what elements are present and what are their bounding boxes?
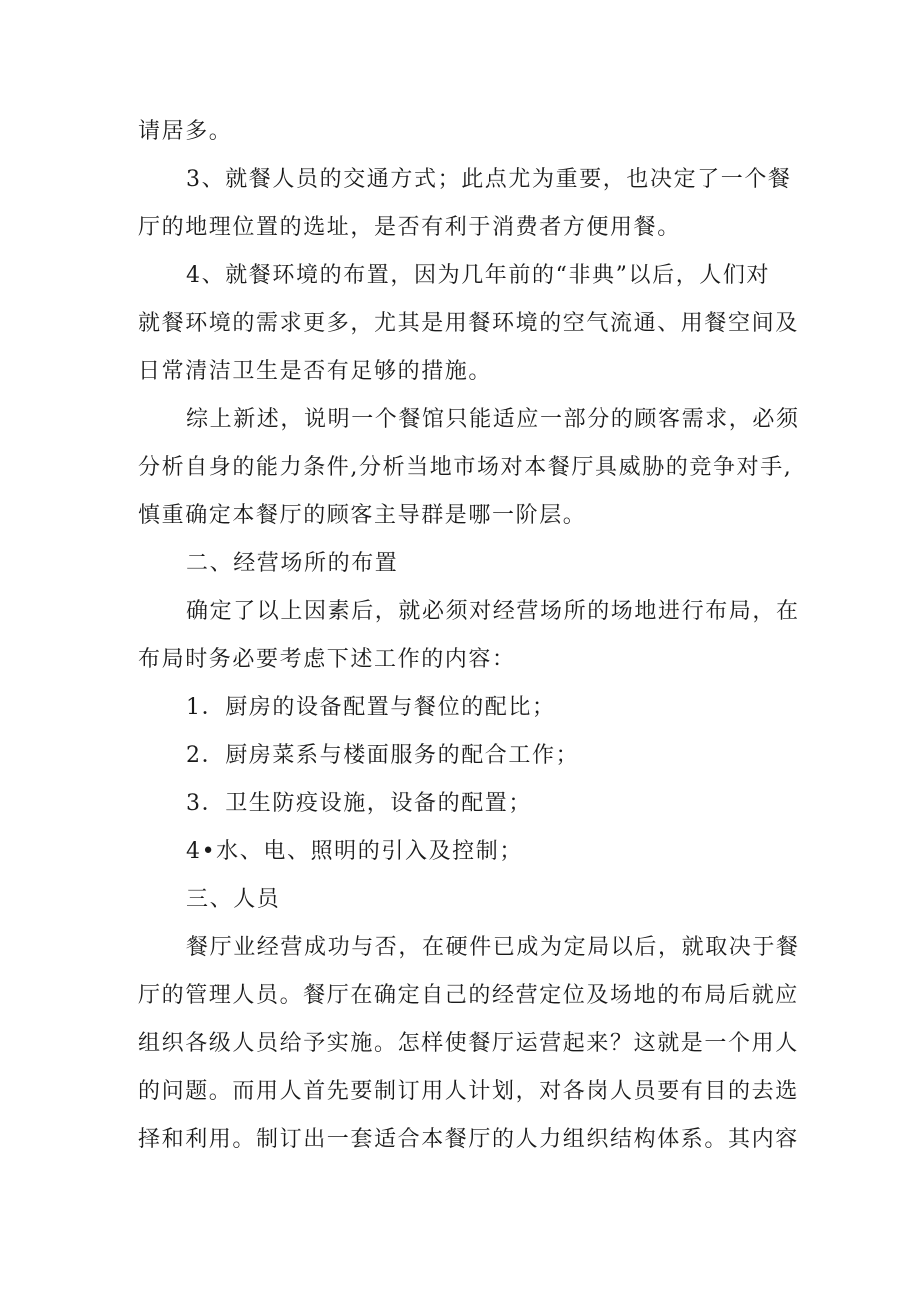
list-item-environment: 4、就餐环境的布置，因为几年前的“非典”以后，人们对: [186, 263, 771, 288]
summary-paragraph: 综上新述，说明一个餐馆只能适应一部分的顾客需求，必须: [186, 407, 800, 432]
text-line: 厅的管理人员。餐厅在确定自己的经营定位及场地的布局后就应: [138, 983, 799, 1008]
section-heading-staff: 三、人员: [186, 887, 281, 912]
document-body: [138, 108, 800, 1164]
text-line: 择和利用。制订出一套适合本餐厅的人力组织结构体系。其内容: [138, 1127, 799, 1152]
text-line: 慎重确定本餐厅的顾客主导群是哪一阶层。: [138, 503, 587, 528]
list-item-utilities: 4•水、电、照明的引入及控制；: [186, 839, 523, 864]
list-item-kitchen-equipment: 1．厨房的设备配置与餐位的配比；: [186, 695, 556, 720]
staff-paragraph: 餐厅业经营成功与否，在硬件已成为定局以后，就取决于餐: [186, 935, 800, 960]
section-heading-venue: 二、经营场所的布置: [186, 551, 399, 576]
list-item-transport: 3、就餐人员的交通方式；此点尤为重要，也决定了一个餐: [186, 167, 792, 192]
list-item-hygiene: 3．卫生防疫设施，设备的配置；: [186, 791, 532, 816]
text-line: 的问题。而用人首先要制订用人计划，对各岗人员要有目的去选: [138, 1079, 799, 1104]
text-line: 请居多。: [138, 119, 233, 144]
text-line: 分析自身的能力条件,分析当地市场对本餐厅具威胁的竞争对手,: [138, 455, 793, 480]
text-line: 就餐环境的需求更多，尤其是用餐环境的空气流通、用餐空间及: [138, 311, 799, 336]
text-line: 布局时务必要考虑下述工作的内容：: [138, 647, 516, 672]
list-item-kitchen-service: 2．厨房菜系与楼面服务的配合工作；: [186, 743, 580, 768]
text-line: 组织各级人员给予实施。怎样使餐厅运营起来？这就是一个用人: [138, 1031, 799, 1056]
text-line: 厅的地理位置的选址，是否有利于消费者方便用餐。: [138, 215, 681, 240]
text-line: 日常清洁卫生是否有足够的措施。: [138, 359, 493, 384]
venue-paragraph: 确定了以上因素后，就必须对经营场所的场地进行布局，在: [186, 599, 800, 624]
